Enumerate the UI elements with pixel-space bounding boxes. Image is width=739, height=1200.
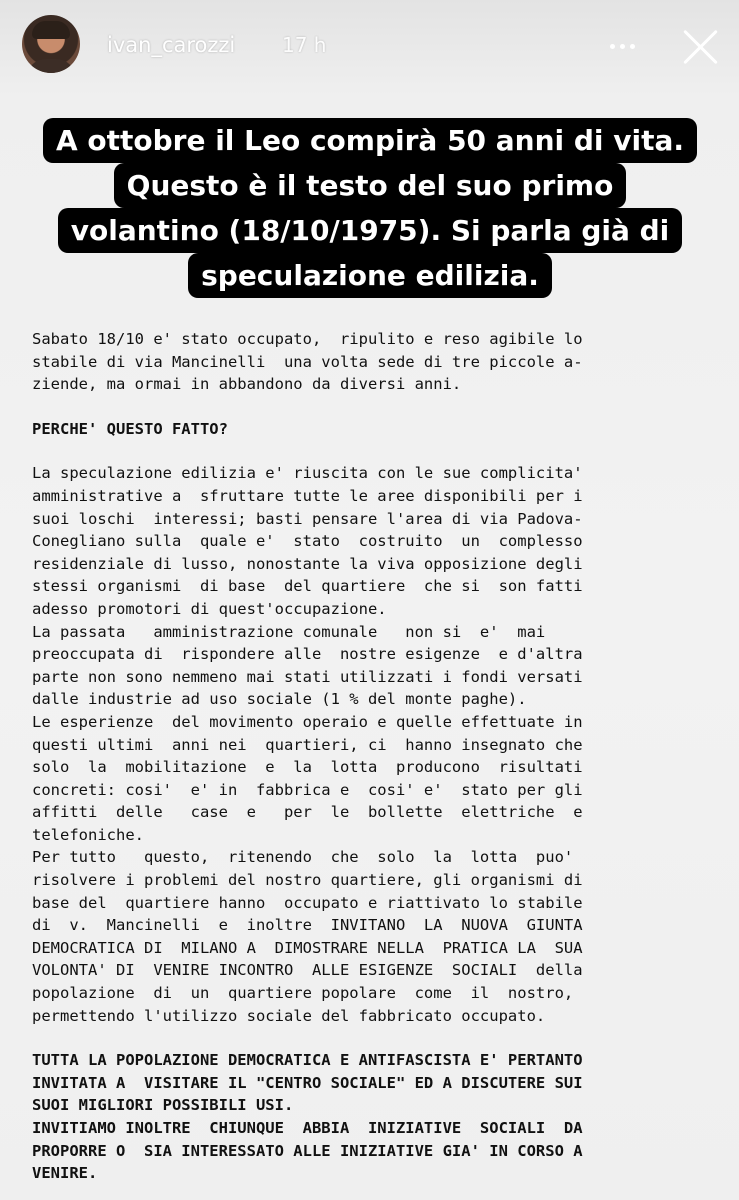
section-heading: PERCHE' QUESTO FATTO? [32, 419, 228, 438]
body-line: Conegliano sulla quale e' stato costruito un complesso [32, 532, 583, 551]
closing-line: SUOI MIGLIORI POSSIBILI USI. [32, 1096, 294, 1115]
caption-line: Questo è il testo del suo primo [114, 163, 627, 208]
caption-line: A ottobre il Leo compirà 50 anni di vita. [43, 118, 697, 163]
body-line: popolazione di un quartiere popolare come il nostro, [32, 984, 574, 1003]
avatar-shirt [26, 59, 76, 73]
body-line: residenziale di lusso, nonostante la viva opposizione degli [32, 554, 583, 573]
body-line: VOLONTA' DI VENIRE INCONTRO ALLE ESIGENZE SOCIALI della [32, 961, 583, 980]
close-icon[interactable] [680, 26, 720, 66]
intro-line: Sabato 18/10 e' stato occupato, ripulito e reso agibile lo [32, 330, 583, 348]
body-line: dalle industrie ad uso sociale (1 % del monte paghe). [32, 690, 527, 709]
closing-line: PROPORRE O SIA INTERESSATO ALLE INIZIATIVE GIA' IN CORSO A [32, 1141, 583, 1160]
caption-line: volantino (18/10/1975). Si parla già di [58, 208, 683, 253]
story-header [0, 0, 739, 95]
closing-line: VENIRE. [32, 1164, 98, 1183]
body-line: Per tutto questo, ritenendo che solo la lotta puo' [32, 848, 574, 867]
body-line: Le esperienze del movimento operaio e quelle effettuate in [32, 712, 583, 731]
flyer-text [32, 328, 722, 1185]
story-caption [40, 118, 700, 298]
body-line: stessi organismi di base del quartiere che si son fatti [32, 577, 583, 596]
body-line: La speculazione edilizia e' riuscita con le sue complicita' [32, 464, 583, 483]
body-line: La passata amministrazione comunale non si e' mai [32, 622, 546, 641]
intro-line: ziende, ma ormai in abbandono da diversi anni. [32, 375, 462, 394]
body-line: permettendo l'utilizzo sociale del fabbricato occupato. [32, 1006, 546, 1025]
body-line: questi ultimi anni nei quartieri, ci hanno insegnato che [32, 735, 583, 754]
caption-line: speculazione edilizia. [188, 253, 552, 298]
post-time: 17 h [282, 33, 327, 57]
body-line: base del quartiere hanno occupato e riattivato lo stabile [32, 893, 583, 912]
closing-line: INVITATA A VISITARE IL "CENTRO SOCIALE" ED A DISCUTERE SUI [32, 1073, 583, 1092]
closing-line: INVITIAMO INOLTRE CHIUNQUE ABBIA INIZIATIVE SOCIALI DA [32, 1119, 583, 1137]
closing-line: TUTTA LA POPOLAZIONE DEMOCRATICA E ANTIFASCISTA E' PERTANTO [32, 1051, 583, 1070]
body-line: concreti: cosi' e' in fabbrica e cosi' e' stato per gli [32, 780, 583, 799]
body-line: DEMOCRATICA DI MILANO A DIMOSTRARE NELLA PRATICA LA SUA [32, 938, 583, 957]
body-line: adesso promotori di quest'occupazione. [32, 599, 387, 618]
body-line: preoccupata di rispondere alle nostre esigenze e d'altra [32, 645, 583, 664]
body-line: parte non sono nemmeno mai stati utilizzati i fondi versati [32, 667, 583, 686]
body-line: telefoniche. [32, 825, 144, 844]
body-line: suoi loschi interessi; basti pensare l'area di via Padova- [32, 509, 583, 528]
avatar-hair [32, 21, 70, 39]
intro-line: stabile di via Mancinelli una volta sede di tre piccole a- [32, 352, 583, 371]
body-line: affitti delle case e per le bollette elettriche e [32, 803, 583, 822]
more-options-icon[interactable] [610, 36, 642, 56]
avatar[interactable] [22, 15, 80, 73]
body-line: solo la mobilitazione e la lotta producono risultati [32, 758, 583, 777]
body-line: di v. Mancinelli e inoltre INVITANO LA NUOVA GIUNTA [32, 916, 583, 935]
body-line: risolvere i problemi del nostro quartiere, gli organismi di [32, 871, 583, 890]
username[interactable]: ivan_carozzi [107, 33, 236, 57]
body-line: amministrative a sfruttare tutte le aree disponibili per i [32, 486, 583, 505]
